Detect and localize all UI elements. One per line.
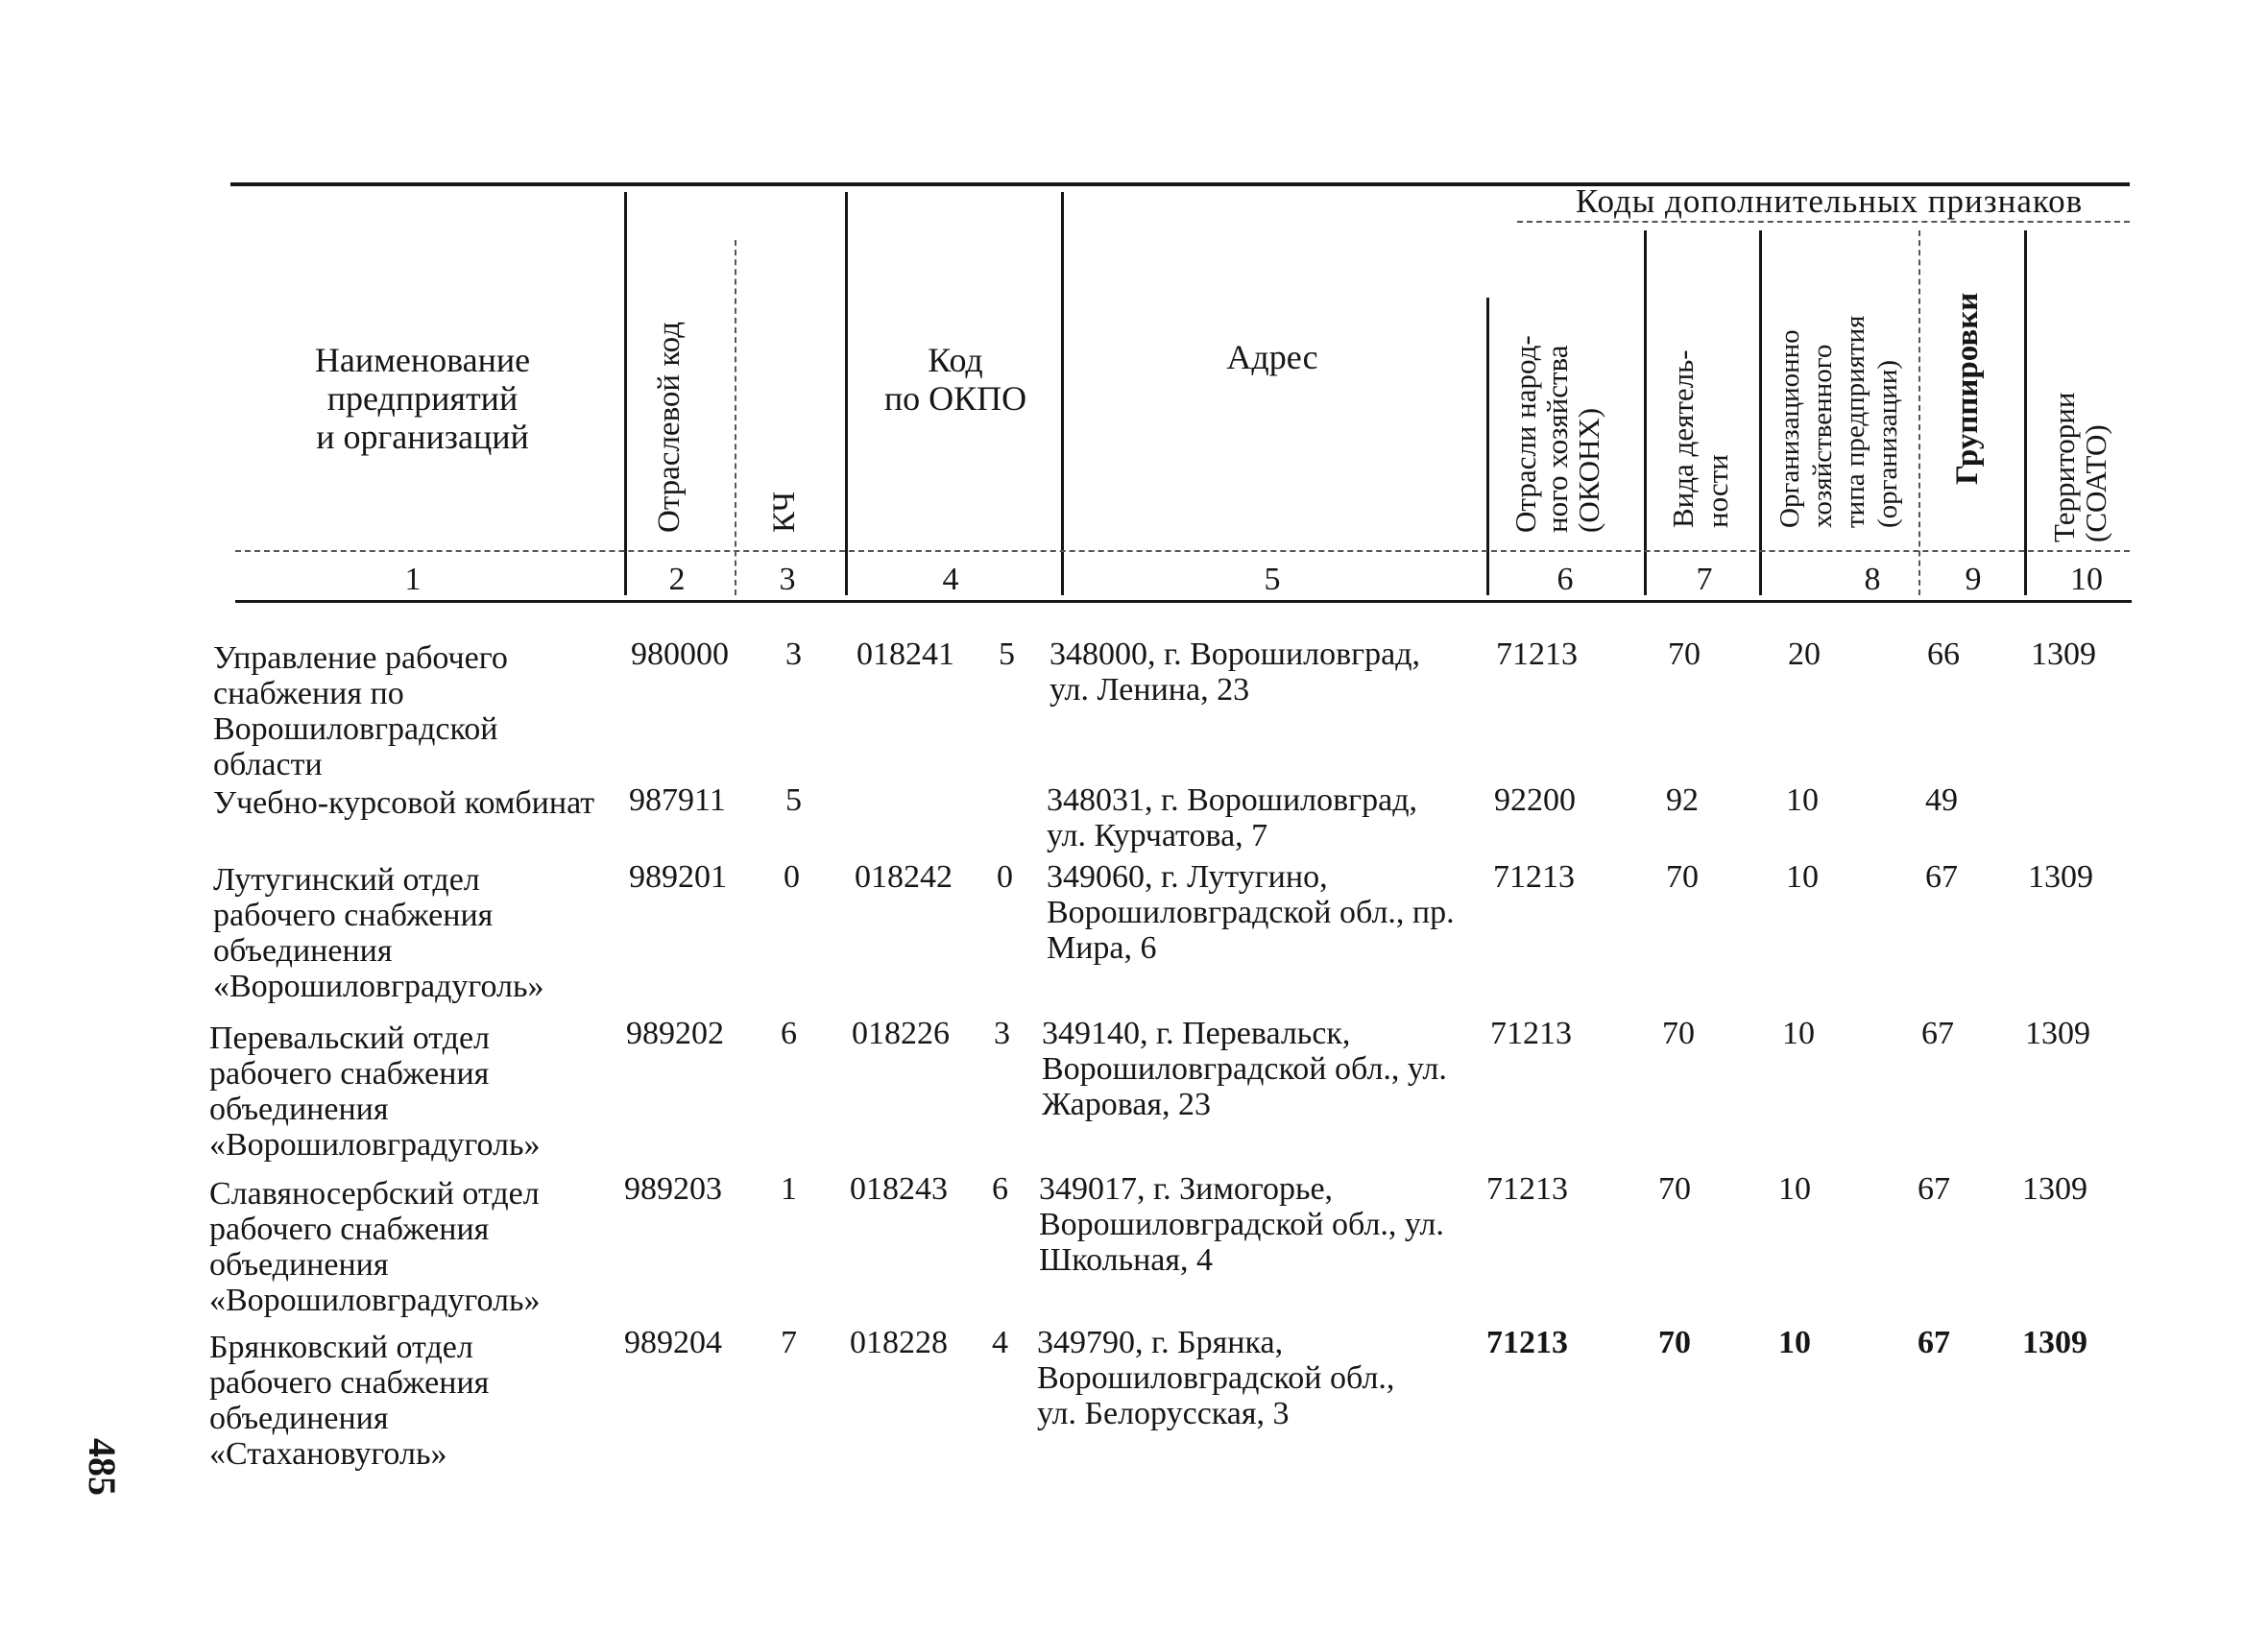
org-type-code: 20: [1788, 636, 1821, 672]
header-name-column: Наименование предприятий и организаций: [314, 341, 531, 456]
sector-code: 989202: [626, 1016, 724, 1051]
activity-code: 70: [1658, 1171, 1691, 1207]
org-type-code: 10: [1786, 859, 1819, 895]
okpo-code: 018242: [855, 859, 953, 895]
okpo-check-digit: 0: [997, 859, 1013, 895]
kch: 7: [781, 1325, 797, 1360]
grouping-code: 67: [1921, 1016, 1954, 1051]
header-divider: [624, 192, 627, 595]
header-soato: Территории (СОАТО): [2047, 392, 2112, 542]
header-divider: [1061, 192, 1064, 595]
kch: 3: [785, 636, 802, 672]
kch: 6: [781, 1016, 797, 1051]
column-number: 4: [942, 562, 959, 597]
org-name: Лутугинский отдел рабочего снабжения объединения «Ворошиловградуголь»: [213, 862, 544, 1004]
address: 349060, г. Лутугино, Ворошиловградской обл., пр. Мира, 6: [1047, 859, 1455, 966]
header-org-type: Организационно хозяйственного типа предприятия (организации): [1774, 315, 1903, 528]
column-number: 1: [404, 562, 422, 597]
sector-code: 989201: [629, 859, 727, 895]
grouping-code: 67: [1918, 1171, 1950, 1207]
header-kch: КЧ: [767, 491, 802, 533]
column-number-row-rule: [235, 550, 2130, 552]
address: 349790, г. Брянка, Ворошиловградской обл., ул. Белорусская, 3: [1037, 1325, 1395, 1431]
grouping-code: 67: [1918, 1325, 1950, 1360]
soato-code: 1309: [2022, 1171, 2087, 1207]
okpo-code: 018226: [852, 1016, 950, 1051]
header-divider: [735, 240, 736, 595]
column-number: 10: [2070, 562, 2103, 597]
header-divider: [2024, 230, 2027, 595]
org-type-code: 10: [1778, 1171, 1811, 1207]
header-activity-type: Вида деятель- ности: [1666, 349, 1734, 528]
okpo-check-digit: 5: [999, 636, 1015, 672]
header-divider: [1759, 230, 1762, 595]
activity-code: 70: [1666, 859, 1699, 895]
sector-code: 987911: [629, 782, 726, 818]
okpo-code: 018243: [850, 1171, 948, 1207]
sector-code: 989203: [624, 1171, 722, 1207]
org-type-code: 10: [1786, 782, 1819, 818]
activity-code: 70: [1662, 1016, 1695, 1051]
header-grouping: Группировки: [1950, 292, 1985, 485]
header-divider: [1918, 230, 1920, 595]
kch: 1: [781, 1171, 797, 1207]
column-number: 2: [668, 562, 686, 597]
address: 349140, г. Перевальск, Ворошиловградской обл., ул. Жаровая, 23: [1042, 1016, 1447, 1122]
org-type-code: 10: [1782, 1016, 1815, 1051]
table-header-bottom-rule: [235, 600, 2132, 603]
okonh-code: 71213: [1490, 1016, 1572, 1051]
okpo-code: 018228: [850, 1325, 948, 1360]
okpo-check-digit: 3: [994, 1016, 1010, 1051]
header-okpo: Код по ОКПО: [883, 341, 1027, 418]
header-additional-codes-group: Коды дополнительных признаков: [1575, 182, 2084, 220]
sector-code: 989204: [624, 1325, 722, 1360]
header-sector-code: Отраслевой код: [652, 321, 687, 533]
okonh-code: 71213: [1493, 859, 1575, 895]
column-number: 7: [1696, 562, 1713, 597]
org-type-code: 10: [1778, 1325, 1811, 1360]
okpo-code: 018241: [857, 636, 954, 672]
grouping-code: 67: [1925, 859, 1958, 895]
soato-code: 1309: [2022, 1325, 2087, 1360]
column-number: 3: [779, 562, 796, 597]
org-name: Славяносербский отдел рабочего снабжения объединения «Ворошиловградуголь»: [209, 1176, 541, 1318]
activity-code: 70: [1658, 1325, 1691, 1360]
sector-code: 980000: [631, 636, 729, 672]
grouping-code: 66: [1927, 636, 1960, 672]
okpo-check-digit: 6: [992, 1171, 1008, 1207]
kch: 5: [785, 782, 802, 818]
soato-code: 1309: [2025, 1016, 2090, 1051]
address: 349017, г. Зимогорье, Ворошиловградской обл., ул. Школьная, 4: [1039, 1171, 1444, 1278]
org-name: Управление рабочего снабжения по Ворошиловградской области: [213, 640, 508, 782]
soato-code: 1309: [2031, 636, 2096, 672]
address: 348000, г. Ворошиловград, ул. Ленина, 23: [1050, 636, 1421, 708]
column-number: 6: [1556, 562, 1574, 597]
header-divider: [1644, 230, 1647, 595]
column-number: 8: [1864, 562, 1881, 597]
header-okonh: Отрасли народ- ного хозяйства (ОКОНХ): [1508, 335, 1605, 533]
okonh-code: 71213: [1486, 1171, 1568, 1207]
org-name: Брянковский отдел рабочего снабжения объединения «Стахановуголь»: [209, 1330, 490, 1472]
column-number: 5: [1264, 562, 1281, 597]
column-number: 9: [1965, 562, 1982, 597]
org-name: Учебно-курсовой комбинат: [213, 785, 595, 821]
activity-code: 92: [1666, 782, 1699, 818]
soato-code: 1309: [2028, 859, 2093, 895]
header-address: Адрес: [1226, 338, 1318, 376]
address: 348031, г. Ворошиловград, ул. Курчатова, 7: [1047, 782, 1418, 853]
okonh-code: 92200: [1494, 782, 1576, 818]
okonh-code: 71213: [1486, 1325, 1568, 1360]
org-name: Перевальский отдел рабочего снабжения объединения «Ворошиловградуголь»: [209, 1021, 541, 1163]
okonh-code: 71213: [1496, 636, 1578, 672]
page-number: 485: [81, 1438, 124, 1496]
header-divider: [845, 192, 848, 595]
grouping-code: 49: [1925, 782, 1958, 818]
okpo-check-digit: 4: [992, 1325, 1008, 1360]
activity-code: 70: [1668, 636, 1701, 672]
kch: 0: [784, 859, 800, 895]
